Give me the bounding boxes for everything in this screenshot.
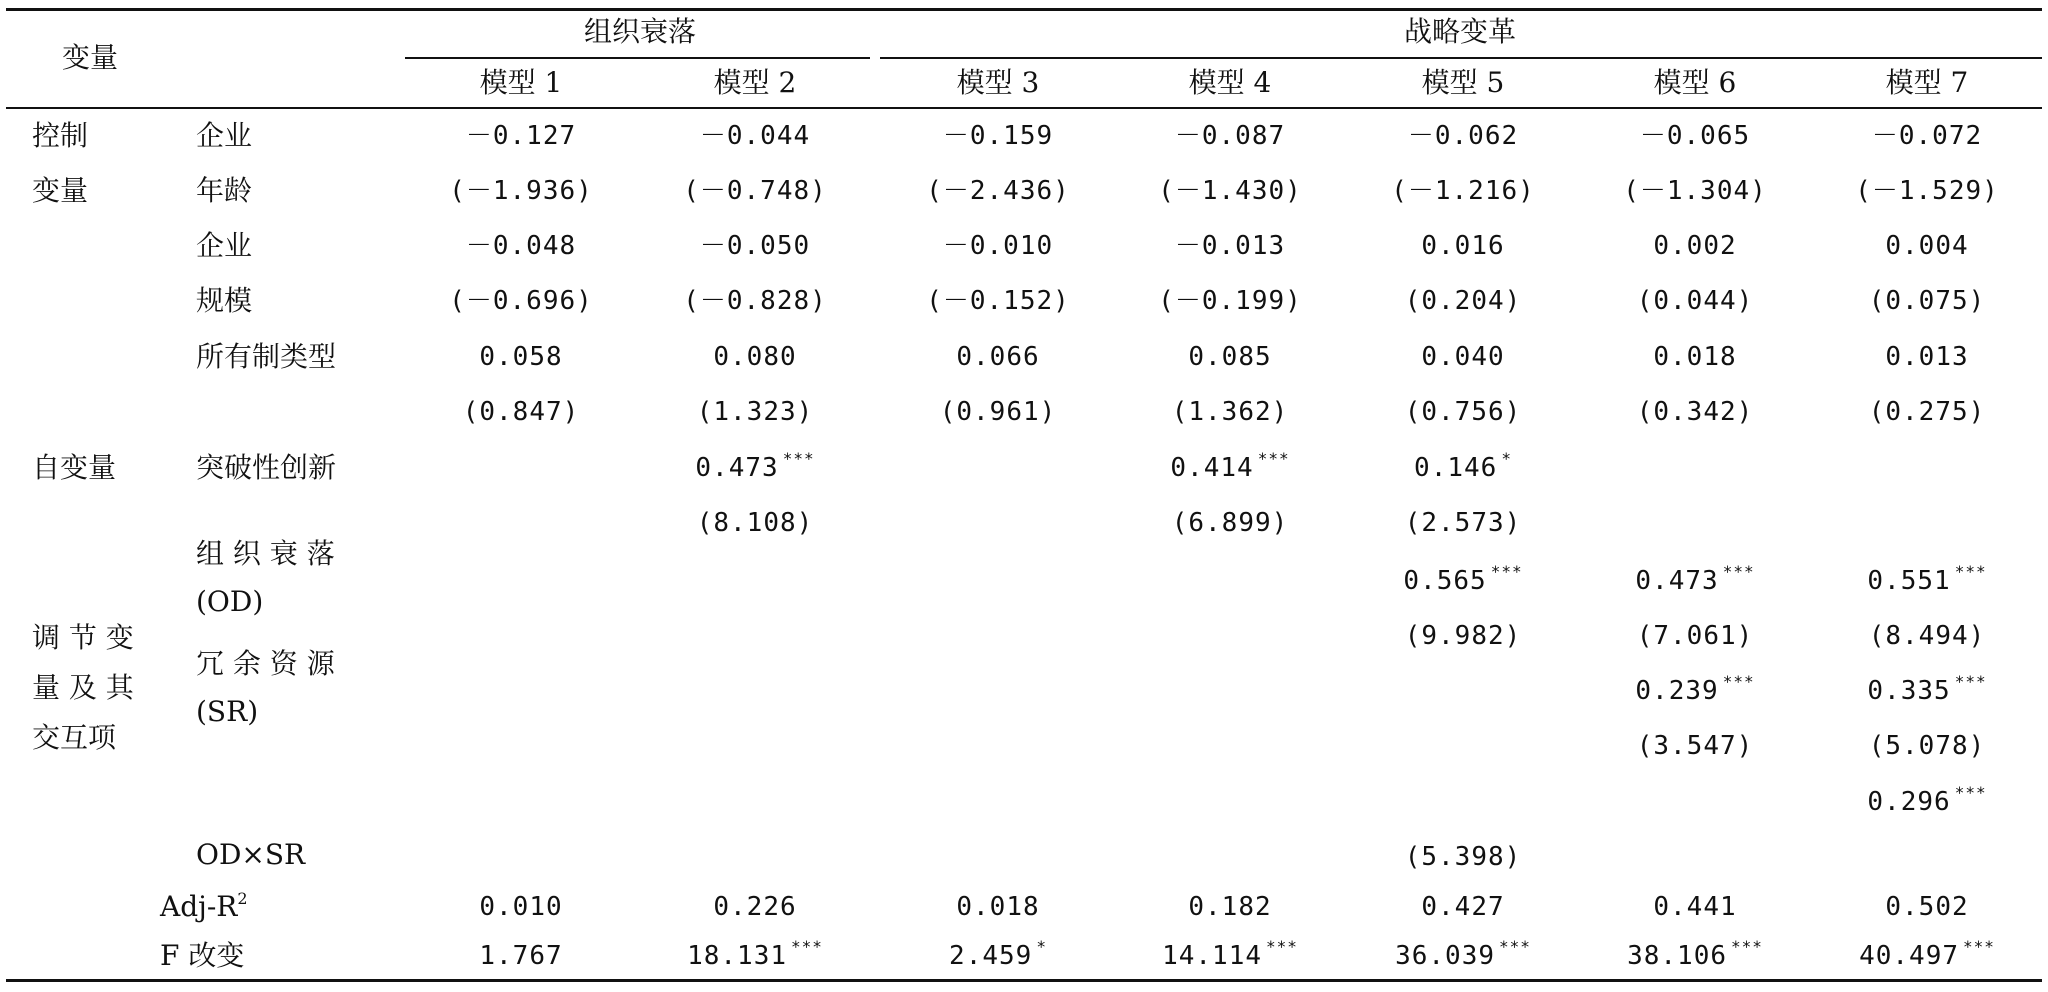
significance-stars: * <box>1501 449 1512 468</box>
label-moderator-3: 交互项 <box>32 721 117 754</box>
cell-od-t <box>1637 620 1754 652</box>
cell-bi-coef <box>695 449 815 487</box>
cell-age-coef <box>1408 120 1518 152</box>
cell-size-coef <box>700 230 810 262</box>
cell-value: 0.551 <box>1867 566 1951 596</box>
cell-adjr2 <box>1653 891 1736 923</box>
cell-value: (－0.199) <box>1158 286 1302 316</box>
label-moderator-2: 量 及 其 <box>32 671 134 704</box>
cell-fchange <box>949 937 1047 975</box>
cell-own-coef <box>1885 341 1968 373</box>
cell-age-t <box>1623 175 1767 207</box>
cell-size-t <box>1637 285 1754 317</box>
cell-value: 0.040 <box>1421 342 1505 372</box>
cell-age-coef <box>943 120 1053 152</box>
cell-value: 0.565 <box>1403 566 1487 596</box>
cell-value: (－1.304) <box>1623 176 1767 206</box>
label-firm-age-1: 企业 <box>196 119 253 152</box>
cell-sr-coef <box>1867 672 1987 710</box>
cell-own-t <box>463 396 580 428</box>
cell-od-coef <box>1403 562 1523 600</box>
cell-own-t <box>1405 396 1522 428</box>
cell-age-t <box>1391 175 1535 207</box>
cell-value: 0.473 <box>695 453 779 483</box>
cell-size-t <box>683 285 827 317</box>
top-rule <box>6 8 2042 11</box>
cell-value: 0.004 <box>1885 231 1969 261</box>
cell-value: －0.127 <box>465 121 577 151</box>
cell-value: 0.239 <box>1635 676 1719 706</box>
label-sr-name: 冗 余 资 源 <box>196 647 335 680</box>
cell-own-t <box>1637 396 1754 428</box>
cell-value: (1.362) <box>1171 397 1289 427</box>
cell-fchange <box>479 940 562 972</box>
cell-value: (0.756) <box>1404 397 1522 427</box>
cell-own-t <box>697 396 814 428</box>
cell-age-t <box>1158 175 1302 207</box>
cell-value: －0.062 <box>1407 121 1519 151</box>
header-model-6: 模型 6 <box>1653 66 1737 99</box>
significance-stars: *** <box>1722 562 1755 581</box>
group-rule-decline <box>405 57 870 59</box>
significance-stars: *** <box>1954 562 1987 581</box>
label-moderator-1: 调 节 变 <box>32 621 134 654</box>
cell-value: (3.547) <box>1636 731 1754 761</box>
adj-r2-exponent: 2 <box>237 889 248 908</box>
significance-stars: *** <box>1499 937 1531 956</box>
cell-own-t <box>1869 396 1986 428</box>
cell-size-t <box>1158 285 1302 317</box>
label-sr-abbr: (SR) <box>196 695 259 728</box>
header-model-7: 模型 7 <box>1885 66 1969 99</box>
group-rule-strategy <box>880 57 2042 59</box>
cell-size-coef <box>466 230 576 262</box>
cell-own-coef <box>479 341 562 373</box>
cell-value: －0.050 <box>699 231 811 261</box>
cell-value: －0.072 <box>1871 121 1983 151</box>
cell-age-t <box>449 175 593 207</box>
header-group-strategy: 战略变革 <box>1403 15 1517 48</box>
cell-age-coef <box>1175 120 1285 152</box>
cell-adjr2 <box>1421 891 1504 923</box>
cell-value: 0.085 <box>1188 342 1272 372</box>
significance-stars: *** <box>791 937 823 956</box>
bottom-rule <box>6 979 2042 982</box>
significance-stars: *** <box>1257 449 1290 468</box>
cell-size-t <box>926 285 1070 317</box>
cell-value: (－1.529) <box>1855 176 1999 206</box>
cell-value: (5.398) <box>1404 842 1522 872</box>
cell-age-t <box>926 175 1070 207</box>
header-model-5: 模型 5 <box>1421 66 1505 99</box>
label-independent: 自变量 <box>32 451 117 484</box>
cell-fchange <box>1162 937 1298 975</box>
cell-value: 0.441 <box>1653 892 1737 922</box>
label-control-2: 变量 <box>32 174 89 207</box>
cell-value: 18.131 <box>687 941 788 971</box>
label-odxsr: OD×SR <box>196 838 306 871</box>
cell-value: (5.078) <box>1868 731 1986 761</box>
cell-sr-t <box>1637 730 1754 762</box>
cell-od-coef <box>1635 562 1755 600</box>
cell-value: －0.013 <box>1174 231 1286 261</box>
cell-value: (－1.936) <box>449 176 593 206</box>
cell-od-coef <box>1867 562 1987 600</box>
cell-value: 0.146 <box>1414 453 1498 483</box>
cell-value: 0.080 <box>713 342 797 372</box>
cell-value: (－2.436) <box>926 176 1070 206</box>
cell-value: 2.459 <box>949 941 1033 971</box>
cell-value: 0.002 <box>1653 231 1737 261</box>
cell-own-coef <box>1188 341 1271 373</box>
label-od-abbr: (OD) <box>196 585 264 618</box>
cell-size-coef <box>1175 230 1285 262</box>
cell-age-coef <box>1640 120 1750 152</box>
cell-value: 0.335 <box>1867 676 1951 706</box>
cell-value: (2.573) <box>1404 508 1522 538</box>
cell-int-coef <box>1867 783 1987 821</box>
cell-value: 0.018 <box>1653 342 1737 372</box>
significance-stars: *** <box>1954 672 1987 691</box>
cell-value: 0.010 <box>479 892 563 922</box>
cell-bi-coef <box>1414 449 1512 487</box>
cell-own-t <box>1172 396 1289 428</box>
cell-bi-coef <box>1170 449 1290 487</box>
cell-fchange <box>687 937 823 975</box>
cell-size-t <box>449 285 593 317</box>
cell-age-coef <box>466 120 576 152</box>
label-breakthrough: 突破性创新 <box>196 451 337 484</box>
cell-value: 36.039 <box>1395 941 1496 971</box>
cell-value: －0.159 <box>942 121 1054 151</box>
cell-value: 0.066 <box>956 342 1040 372</box>
cell-adjr2 <box>713 891 796 923</box>
significance-stars: *** <box>1731 937 1763 956</box>
cell-value: 38.106 <box>1627 941 1728 971</box>
cell-value: 0.427 <box>1421 892 1505 922</box>
cell-value: (8.494) <box>1868 621 1986 651</box>
label-firm-size-1: 企业 <box>196 229 253 262</box>
cell-own-coef <box>1653 341 1736 373</box>
cell-own-coef <box>1421 341 1504 373</box>
cell-value: (－1.430) <box>1158 176 1302 206</box>
cell-value: (0.961) <box>939 397 1057 427</box>
cell-own-coef <box>956 341 1039 373</box>
significance-stars: * <box>1036 937 1047 956</box>
header-group-decline: 组织衰落 <box>583 15 697 48</box>
cell-adjr2 <box>1885 891 1968 923</box>
label-f-change: F 改变 <box>160 939 245 972</box>
cell-value: 0.182 <box>1188 892 1272 922</box>
cell-size-t <box>1869 285 1986 317</box>
cell-value: －0.087 <box>1174 121 1286 151</box>
cell-value: (0.204) <box>1404 286 1522 316</box>
cell-od-t <box>1405 620 1522 652</box>
cell-age-coef <box>700 120 810 152</box>
header-model-2: 模型 2 <box>713 66 797 99</box>
cell-adjr2 <box>479 891 562 923</box>
cell-value: 40.497 <box>1859 941 1960 971</box>
cell-value: (0.075) <box>1868 286 1986 316</box>
cell-bi-t <box>1172 507 1289 539</box>
cell-size-t <box>1405 285 1522 317</box>
cell-age-t <box>1855 175 1999 207</box>
header-variable: 变量 <box>61 41 119 74</box>
significance-stars: *** <box>1963 937 1995 956</box>
cell-value: 0.058 <box>479 342 563 372</box>
cell-od-t <box>1869 620 1986 652</box>
cell-value: 0.013 <box>1885 342 1969 372</box>
cell-value: (－0.828) <box>683 286 827 316</box>
cell-value: －0.048 <box>465 231 577 261</box>
cell-value: 0.502 <box>1885 892 1969 922</box>
cell-value: 0.296 <box>1867 787 1951 817</box>
significance-stars: *** <box>1266 937 1298 956</box>
cell-value: (0.044) <box>1636 286 1754 316</box>
cell-age-t <box>683 175 827 207</box>
cell-value: (1.323) <box>696 397 814 427</box>
cell-own-t <box>940 396 1057 428</box>
label-firm-size-2: 规模 <box>196 284 253 317</box>
cell-value: 0.018 <box>956 892 1040 922</box>
header-model-1: 模型 1 <box>479 66 563 99</box>
header-rule <box>6 107 2042 109</box>
cell-size-coef <box>1421 230 1504 262</box>
header-model-3: 模型 3 <box>956 66 1040 99</box>
cell-value: 0.016 <box>1421 231 1505 261</box>
cell-value: (－0.696) <box>449 286 593 316</box>
cell-size-coef <box>943 230 1053 262</box>
cell-adjr2 <box>956 891 1039 923</box>
cell-value: (9.982) <box>1404 621 1522 651</box>
cell-own-coef <box>713 341 796 373</box>
label-control-1: 控制 <box>32 119 89 152</box>
cell-size-coef <box>1653 230 1736 262</box>
cell-bi-t <box>697 507 814 539</box>
label-adj-r2 <box>160 891 248 927</box>
adj-r2-base: Adj-R <box>160 890 238 923</box>
cell-value: (－1.216) <box>1391 176 1535 206</box>
cell-fchange <box>1859 937 1995 975</box>
label-od-name: 组 织 衰 落 <box>196 537 335 570</box>
cell-bi-t <box>1405 507 1522 539</box>
cell-value: (0.342) <box>1636 397 1754 427</box>
cell-value: 0.226 <box>713 892 797 922</box>
cell-value: (0.275) <box>1868 397 1986 427</box>
cell-value: 0.414 <box>1170 453 1254 483</box>
header-model-4: 模型 4 <box>1188 66 1272 99</box>
cell-value: (8.108) <box>696 508 814 538</box>
cell-sr-coef <box>1635 672 1755 710</box>
cell-int-t <box>1405 841 1522 873</box>
cell-sr-t <box>1869 730 1986 762</box>
cell-value: (7.061) <box>1636 621 1754 651</box>
label-firm-age-2: 年龄 <box>196 174 253 207</box>
significance-stars: *** <box>782 449 815 468</box>
cell-fchange <box>1627 937 1763 975</box>
significance-stars: *** <box>1954 783 1987 802</box>
cell-adjr2 <box>1188 891 1271 923</box>
cell-age-coef <box>1872 120 1982 152</box>
cell-value: (0.847) <box>462 397 580 427</box>
cell-value: (－0.152) <box>926 286 1070 316</box>
cell-value: 1.767 <box>479 941 563 971</box>
cell-fchange <box>1395 937 1531 975</box>
cell-value: (－0.748) <box>683 176 827 206</box>
cell-value: (6.899) <box>1171 508 1289 538</box>
significance-stars: *** <box>1722 672 1755 691</box>
cell-value: －0.044 <box>699 121 811 151</box>
cell-value: －0.065 <box>1639 121 1751 151</box>
cell-value: 14.114 <box>1162 941 1263 971</box>
label-ownership: 所有制类型 <box>196 340 337 373</box>
cell-value: －0.010 <box>942 231 1054 261</box>
significance-stars: *** <box>1490 562 1523 581</box>
cell-value: 0.473 <box>1635 566 1719 596</box>
cell-size-coef <box>1885 230 1968 262</box>
